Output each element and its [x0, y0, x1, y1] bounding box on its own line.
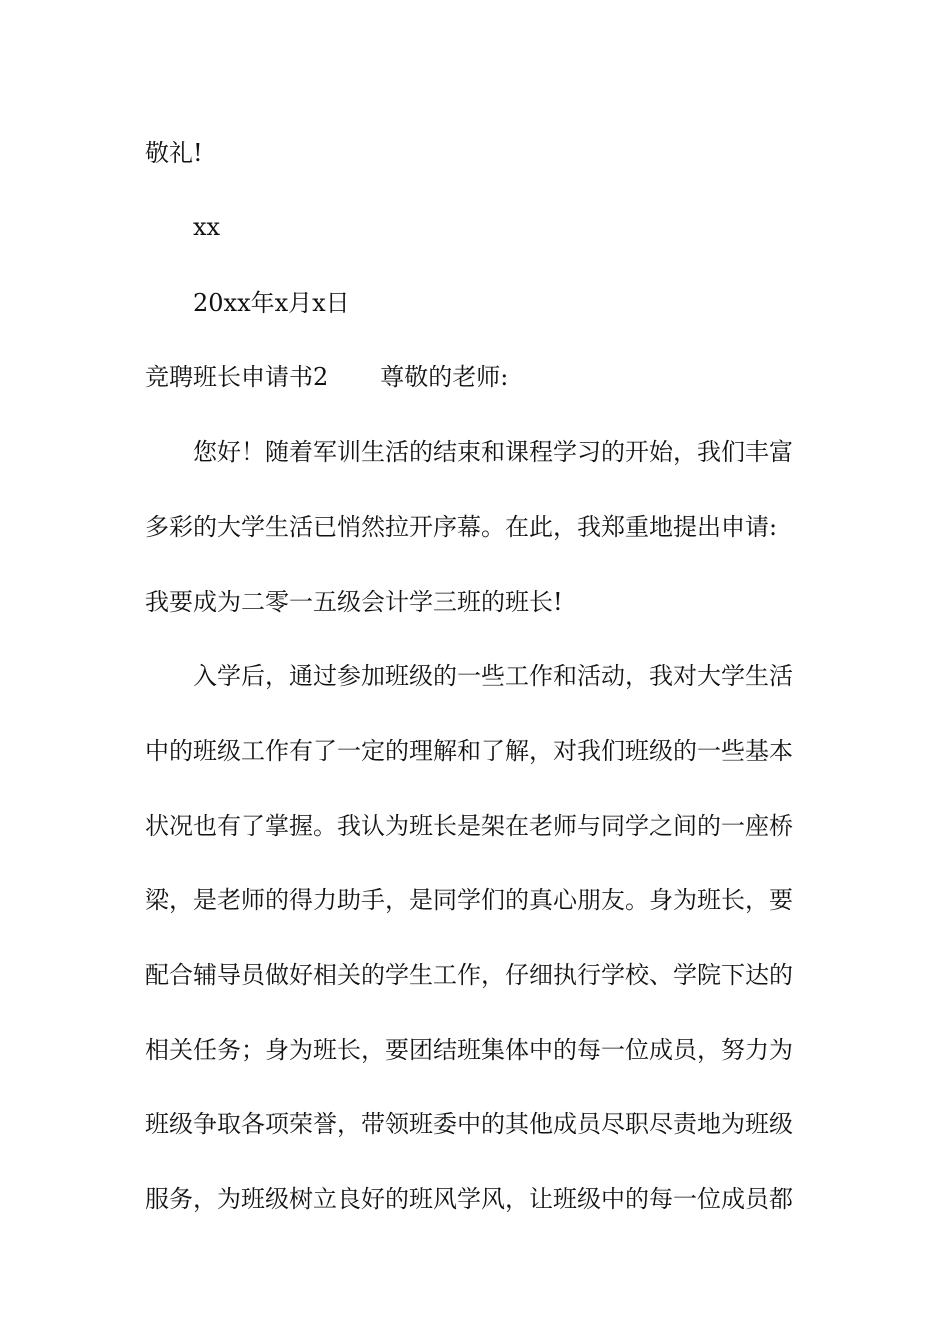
- document-title: 竞聘班长申请书2: [145, 363, 329, 391]
- title-line: [145, 361, 815, 393]
- paragraph-line: 相关任务；身为班长，要团结班集体中的每一位成员，努力为: [145, 1036, 793, 1064]
- paragraph-line: 您好！随着军训生活的结束和课程学习的开始，我们丰富: [193, 438, 793, 466]
- paragraph-line: 服务，为班级树立良好的班风学风，让班级中的每一位成员都: [145, 1185, 793, 1213]
- paragraph-line: 梁，是老师的得力助手，是同学们的真心朋友。身为班长，要: [145, 886, 793, 914]
- paragraph-line: 配合辅导员做好相关的学生工作，仔细执行学校、学院下达的: [145, 961, 793, 989]
- date-text: 20xx年x月x日: [193, 289, 350, 317]
- closing-text: 敬礼!: [145, 139, 203, 167]
- paragraph-line: 多彩的大学生活已悄然拉开序幕。在此，我郑重地提出申请:: [145, 513, 778, 541]
- paragraph-line: 入学后，通过参加班级的一些工作和活动，我对大学生活: [193, 662, 793, 690]
- signature-text: xx: [193, 213, 221, 241]
- salutation-text: 尊敬的老师:: [380, 363, 509, 391]
- paragraph-line: 中的班级工作有了一定的理解和了解，对我们班级的一些基本: [145, 737, 793, 765]
- paragraph-line: 班级争取各项荣誉，带领班委中的其他成员尽职尽责地为班级: [145, 1110, 793, 1138]
- paragraph-line: 我要成为二零一五级会计学三班的班长!: [145, 588, 563, 616]
- paragraph-line: 状况也有了掌握。我认为班长是架在老师与同学之间的一座桥: [145, 812, 793, 840]
